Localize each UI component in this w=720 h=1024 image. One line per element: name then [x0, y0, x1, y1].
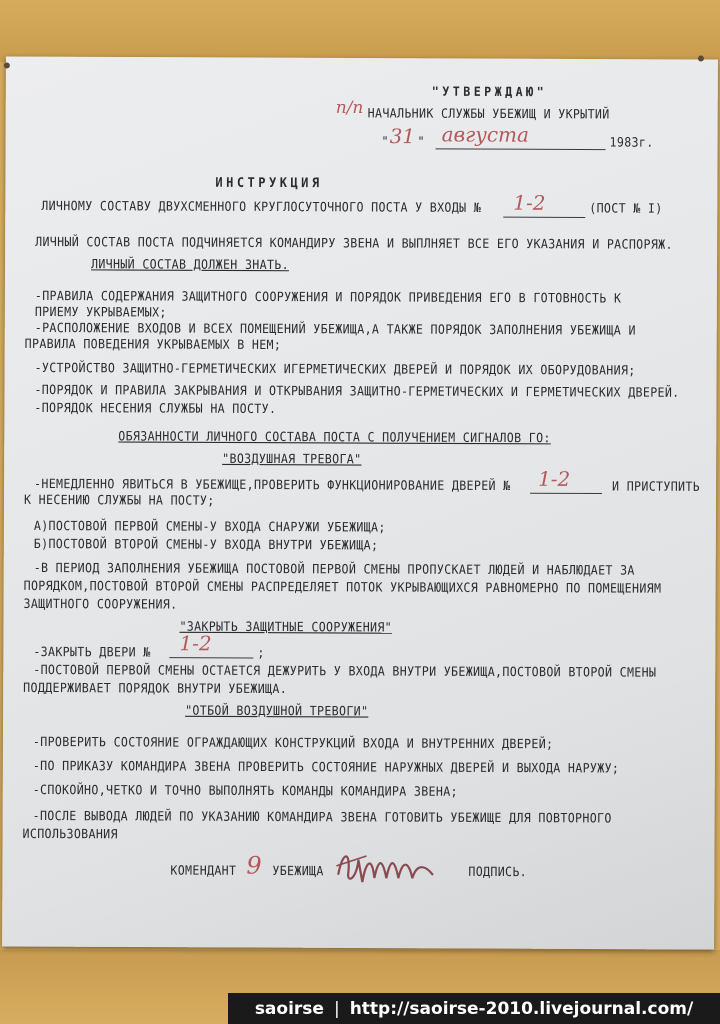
- document-sheet: [2, 56, 718, 949]
- close-shelter-item: ПОДДЕРЖИВАЕТ ПОРЯДОК ВНУТРИ УБЕЖИЩА.: [23, 679, 288, 697]
- post-number: (ПОСТ № I): [589, 200, 663, 217]
- all-clear-heading: "ОТБОЙ ВОЗДУШНОЙ ТРЕВОГИ": [185, 702, 369, 719]
- approval-day-handwritten: 31: [389, 124, 416, 149]
- air-raid-door-handwritten: 1-2: [538, 466, 571, 491]
- close-door-handwritten: 1-2: [179, 631, 212, 656]
- must-know-item: -РАСПОЛОЖЕНИЕ ВХОДОВ И ВСЕХ ПОМЕЩЕНИЙ УБЕЖИЩА,А ТАКЖЕ ПОРЯДОК ЗАПОЛНЕНИЯ УБЕЖИЩА И: [34, 319, 636, 338]
- close-door-line: [169, 657, 253, 658]
- close-shelter-item: -ПОСТОВОЙ ПЕРВОЙ СМЕНЫ ОСТАЕТСЯ ДЕЖУРИТЬ У ВХОДА ВНУТРИ УБЕЖИЩА,ПОСТОВОЙ ВТОРОЙ СМЕНЫ: [33, 661, 657, 680]
- shelter-number-handwritten: 9: [246, 851, 262, 880]
- document-title: ИНСТРУКЦИЯ: [215, 174, 323, 191]
- signature-label: ПОДПИСЬ.: [468, 863, 528, 880]
- footer-separator: |: [333, 998, 340, 1019]
- shelter-label: УБЕЖИЩА: [272, 862, 324, 879]
- must-know-item: ПРАВИЛА ПОВЕДЕНИЯ УКРЫВАЕМЫХ В НЕМ;: [24, 335, 282, 353]
- air-raid-item: ЗАЩИТНОГО СООРУЖЕНИЯ.: [23, 595, 178, 612]
- door-number-line: [503, 217, 585, 218]
- must-know-item: -ПОРЯДОК И ПРАВИЛА ЗАКРЫВАНИЯ И ОТКРЫВАНИЯ ЗАЩИТНО-ГЕРМЕТИЧЕСКИХ И ГЕРМЕТИЧЕСКИХ ДВЕРЕЙ.: [34, 381, 680, 401]
- air-raid-item: Б)ПОСТОВОЙ ВТОРОЙ СМЕНЫ-У ВХОДА ВНУТРИ УБЕЖИЩА;: [33, 535, 379, 553]
- approval-month-handwritten: августа: [441, 122, 530, 147]
- approval-title: "УТВЕРЖДАЮ": [431, 83, 548, 100]
- must-know-item: -ПОРЯДОК НЕСЕНИЯ СЛУЖБЫ НА ПОСТУ.: [34, 399, 277, 417]
- all-clear-item: -СПОКОЙНО,ЧЕТКО И ТОЧНО ВЫПОЛНЯТЬ КОМАНДЫ КОМАНДИРА ЗВЕНА;: [32, 781, 458, 800]
- air-raid-line: -НЕМЕДЛЕННО ЯВИТЬСЯ В УБЕЖИЩЕ,ПРОВЕРИТЬ ФУНКЦИОНИРОВАНИЕ ДВЕРЕЙ №: [34, 475, 511, 494]
- air-raid-item: -В ПЕРИОД ЗАПОЛНЕНИЯ УБЕЖИЩА ПОСТОВОЙ ПЕРВОЙ СМЕНЫ ПРОПУСКАЕТ ЛЮДЕЙ И НАБЛЮДАЕТ ЗА: [33, 559, 635, 578]
- must-know-item: -ПРАВИЛА СОДЕРЖАНИЯ ЗАЩИТНОГО СООРУЖЕНИЯ И ПОРЯДОК ПРИВЕДЕНИЯ ЕГО В ГОТОВНОСТЬ К: [34, 287, 622, 306]
- approval-position: НАЧАЛЬНИК СЛУЖБЫ УБЕЖИЩ И УКРЫТИЙ: [367, 105, 610, 122]
- wall-background-top: [0, 0, 720, 62]
- air-raid-line-end: И ПРИСТУПИТЬ: [612, 478, 701, 495]
- pin-icon: [4, 62, 10, 68]
- approval-year: 1983г.: [609, 134, 654, 150]
- air-raid-item: А)ПОСТОВОЙ ПЕРВОЙ СМЕНЫ-У ВХОДА СНАРУЖИ УБЕЖИЩА;: [33, 517, 386, 535]
- all-clear-item: -ПО ПРИКАЗУ КОМАНДИРА ЗВЕНА ПРОВЕРИТЬ СОСТОЯНИЕ НАРУЖНЫХ ДВЕРЕЙ И ВЫХОДА НАРУЖУ;: [32, 757, 620, 776]
- must-know-item: -УСТРОЙСТВО ЗАЩИТНО-ГЕРМЕТИЧЕСКИХ ИГЕРМЕТИЧЕСКИХ ДВЕРЕЙ И ПОРЯДОК ИХ ОБОРУДОВАНИЯ;: [34, 359, 636, 378]
- handwritten-signature-icon: [332, 844, 442, 892]
- approval-pp-handwritten: п/п: [335, 97, 364, 119]
- door-number-handwritten: 1-2: [513, 190, 546, 215]
- must-know-item: ПРИЕМУ УКРЫВАЕМЫХ;: [34, 303, 167, 320]
- intro-text: ЛИЧНЫЙ СОСТАВ ПОСТА ПОДЧИНЯЕТСЯ КОМАНДИРУ ЗВЕНА И ВЫПЛНЯЕТ ВСЕ ЕГО УКАЗАНИЯ И РАСПОРЯЖ.: [35, 233, 673, 253]
- air-raid-door-line: [530, 493, 602, 494]
- footer-author: saoirse: [254, 998, 324, 1019]
- close-shelter-line: -ЗАКРЫТЬ ДВЕРИ №: [33, 643, 151, 660]
- watermark-footer: [228, 993, 720, 1024]
- all-clear-item: -ПРОВЕРИТЬ СОСТОЯНИЕ ОГРАЖДАЮЩИХ КОНСТРУКЦИЙ ВХОДА И ВНУТРЕННИХ ДВЕРЕЙ;: [32, 733, 554, 752]
- duties-heading: ОБЯЗАННОСТИ ЛИЧНОГО СОСТАВА ПОСТА С ПОЛУЧЕНИЕМ СИГНАЛОВ ГО:: [118, 428, 551, 446]
- approval-day-quote-close: ": [417, 133, 425, 149]
- pin-icon: [698, 55, 704, 61]
- close-shelter-heading: "ЗАКРЫТЬ ЗАЩИТНЫЕ СООРУЖЕНИЯ": [179, 618, 393, 635]
- footer-url[interactable]: http://saoirse-2010.livejournal.com/: [349, 998, 694, 1019]
- all-clear-item: -ПОСЛЕ ВЫВОДА ЛЮДЕЙ ПО УКАЗАНИЮ КОМАНДИРА ЗВЕНА ГОТОВИТЬ УБЕЖИЩЕ ДЛЯ ПОВТОРНОГО: [32, 807, 612, 826]
- document-subtitle: ЛИЧНОМУ СОСТАВУ ДВУХСМЕННОГО КРУГЛОСУТОЧНОГО ПОСТА У ВХОДЫ №: [41, 197, 482, 216]
- air-raid-heading: "ВОЗДУШНАЯ ТРЕВОГА": [222, 450, 362, 467]
- air-raid-item: ПОРЯДКОМ,ПОСТОВОЙ ВТОРОЙ СМЕНЫ РАСПРЕДЕЛЯЕТ ПОТОК УКРЫВАЮЩИХСЯ РАВНОМЕРНО ПО ПОМЕЩЕНИЯМ: [23, 577, 662, 597]
- all-clear-item: ИСПОЛЬЗОВАНИЯ: [22, 825, 118, 842]
- commandant-label: КОМЕНДАНТ: [170, 862, 237, 879]
- approval-day-quote-open: ": [381, 133, 389, 149]
- approval-date-line: [436, 148, 606, 150]
- must-know-heading: ЛИЧНЫЙ СОСТАВ ДОЛЖЕН ЗНАТЬ.: [91, 256, 289, 273]
- air-raid-line: К НЕСЕНИЮ СЛУЖБЫ НА ПОСТУ;: [23, 491, 215, 509]
- close-shelter-line-end: ;: [257, 644, 265, 661]
